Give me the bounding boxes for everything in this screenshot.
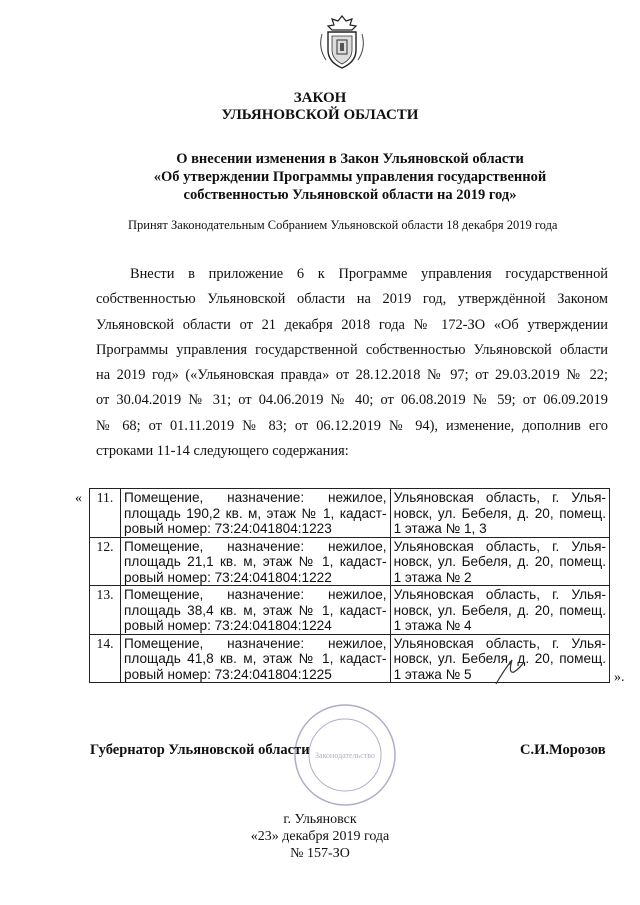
description-line: ровый номер: 73:24:041804:1225 [124, 666, 332, 682]
adoption-note: Принят Законодательным Собранием Ульяновской области 18 декабря 2019 года [128, 218, 558, 232]
document-title-line2: УЛЬЯНОВСКОЙ ОБЛАСТИ [221, 107, 419, 123]
address-line: новск, ул. Бебеля, д. 20, помещ. [393, 651, 606, 666]
signatory-name: С.И.Морозов [520, 742, 606, 758]
table-row [90, 586, 610, 635]
address-line: 1 этажа № 5 [393, 666, 472, 682]
address-line: новск, ул. Бебеля, д. 20, помещ. [393, 602, 606, 618]
body-line: Внести в приложение 6 к Программе управления государственной [130, 266, 608, 282]
description-line: площадь 21,1 кв. м, этаж № 1, кадаст- [124, 554, 387, 569]
signatory-position: Губернатор Ульяновской области [90, 742, 310, 758]
property-description [121, 586, 391, 635]
description-line: площадь 190,2 кв. м, этаж № 1, кадаст- [124, 505, 387, 521]
address-line: Ульяновская область, г. Улья- [393, 587, 606, 602]
law-subject-line: «Об утверждении Программы управления государственной [153, 169, 547, 185]
address-line: новск, ул. Бебеля, д. 20, помещ. [393, 505, 606, 521]
description-line: площадь 41,8 кв. м, этаж № 1, кадаст- [124, 651, 387, 666]
body-line: № 68; от 01.11.2019 № 83; от 06.12.2019 № 94), изменение, дополнив его [96, 417, 608, 434]
property-description [121, 634, 391, 683]
description-line: ровый номер: 73:24:041804:1222 [124, 569, 332, 585]
stamp-text: Законодательство [315, 751, 375, 760]
description-line: ровый номер: 73:24:041804:1224 [124, 618, 332, 633]
property-description [121, 537, 391, 586]
description-line: Помещение, назначение: нежилое, [124, 587, 387, 602]
address-line: новск, ул. Бебеля, д. 20, помещ. [393, 554, 606, 569]
row-number: 14. [90, 634, 121, 683]
description-line: Помещение, назначение: нежилое, [124, 490, 387, 505]
body-line: собственностью Ульяновской области на 2019 год, утверждённой Законом [96, 291, 608, 308]
closing-quote: ». [614, 670, 625, 685]
coat-of-arms-icon [316, 14, 368, 70]
body-paragraph [96, 262, 608, 464]
signing-date: «23» декабря 2019 года [250, 829, 390, 844]
handwritten-signature-icon [490, 650, 530, 690]
opening-quote: « [75, 491, 82, 506]
signing-city: г. Ульяновск [283, 812, 357, 827]
body-line: строками 11-14 следующего содержания: [96, 443, 349, 460]
body-line: от 30.04.2019 № 31; от 04.06.2019 № 40; от 06.08.2019 № 59; от 06.09.2019 [96, 392, 608, 409]
table-row [90, 489, 610, 538]
address-line: 1 этажа № 1, 3 [393, 521, 487, 536]
address-line: 1 этажа № 2 [393, 569, 472, 585]
address-line: Ульяновская область, г. Улья- [393, 490, 606, 505]
description-line: Помещение, назначение: нежилое, [124, 635, 387, 651]
address-line: Ульяновская область, г. Улья- [393, 635, 606, 651]
row-number: 13. [90, 586, 121, 635]
law-subject-line: О внесении изменения в Закон Ульяновской области [176, 151, 524, 167]
body-line: Программы управления государственной собственностью Ульяновской области [96, 341, 608, 358]
law-number: № 157-ЗО [290, 846, 350, 861]
table-row [90, 634, 610, 683]
description-line: площадь 38,4 кв. м, этаж № 1, кадаст- [124, 602, 387, 618]
row-number: 12. [90, 537, 121, 586]
row-number: 11. [90, 489, 121, 538]
address-line: Ульяновская область, г. Улья- [393, 538, 606, 554]
amendment-table [89, 488, 610, 683]
property-address [390, 537, 609, 586]
property-description [121, 489, 391, 538]
property-address [390, 586, 609, 635]
address-line: 1 этажа № 4 [393, 618, 472, 633]
law-subject [90, 150, 610, 204]
body-line: Ульяновской области от 21 декабря 2018 года № 172-ЗО «Об утверждении [96, 316, 608, 333]
table-row [90, 537, 610, 586]
document-title-line1: ЗАКОН [293, 90, 347, 106]
law-subject-line: собственностью Ульяновской области на 2019 год» [183, 187, 517, 203]
property-address [390, 489, 609, 538]
description-line: ровый номер: 73:24:041804:1223 [124, 521, 332, 536]
body-line: на 2019 год» («Ульяновская правда» от 28.12.2018 № 97; от 29.03.2019 № 22; [96, 367, 608, 384]
description-line: Помещение, назначение: нежилое, [124, 538, 387, 554]
